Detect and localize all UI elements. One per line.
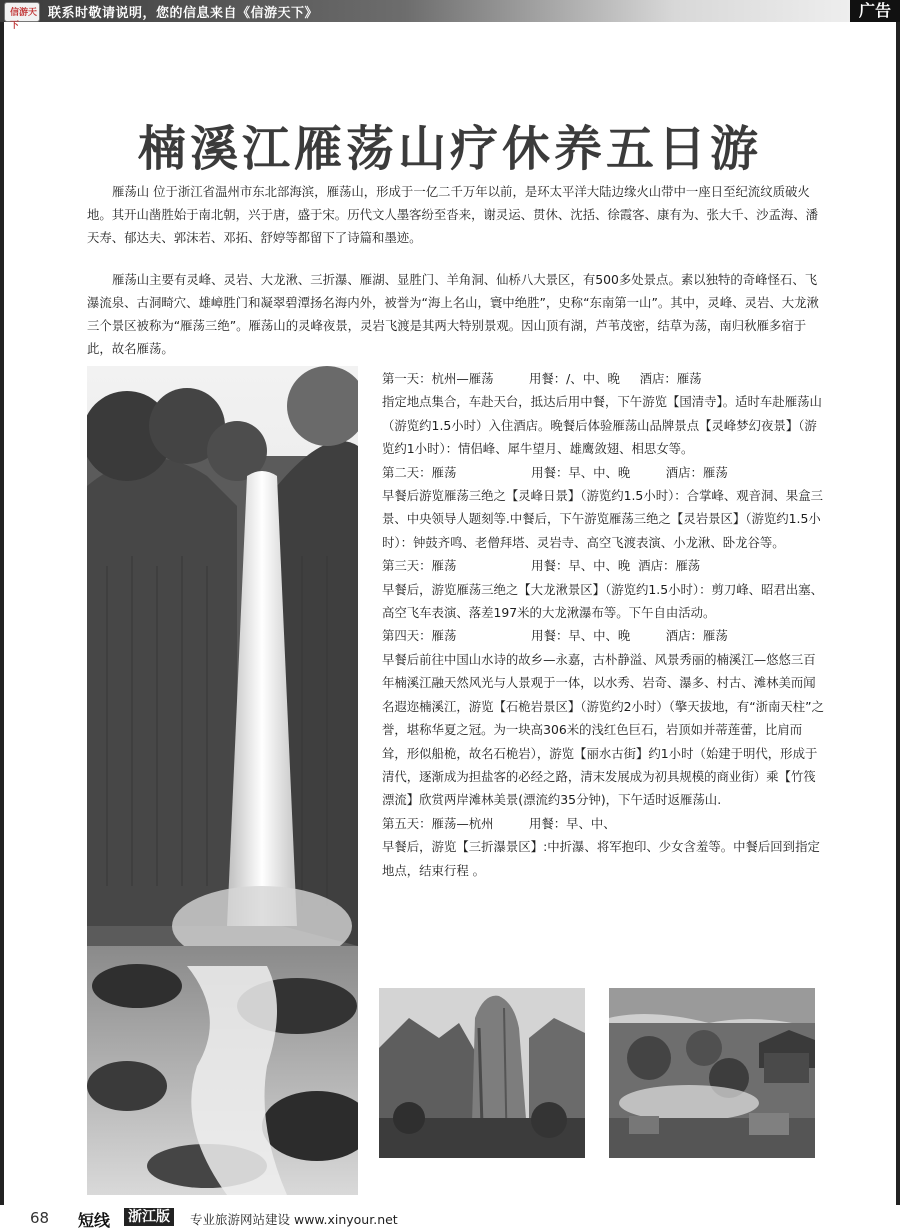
magazine-name: 短线 bbox=[78, 1211, 111, 1230]
intro-paragraph: 雁荡山 位于浙江省温州市东北部海滨，雁荡山，形成于一亿二千万年以前，是环太平洋大陆边缘火山带中一座日至纪流纹质破火地。其开山凿胜始于南北朝，兴于唐，盛于宋。历代文人墨客纷至沓来，谢灵运、贯休、沈括、徐霞客、康有为、张大千、沙孟海、潘天寿、郁达夫、郭沫若、邓拓、舒婷等都留下了诗篇和墨迹。 bbox=[87, 184, 819, 245]
day-1 bbox=[382, 367, 824, 461]
footer-tagline: 专业旅游网站建设 www.xinyour.net bbox=[190, 1212, 398, 1227]
source-notice: 联系时敬请说明，您的信息来自《信游天下》 bbox=[48, 6, 319, 21]
old-town-photo bbox=[609, 988, 815, 1158]
magazine-logo bbox=[4, 2, 40, 31]
day-2 bbox=[382, 461, 824, 555]
advertisement-badge: 广告 bbox=[850, 0, 900, 22]
edition-badge: 浙江版 bbox=[124, 1208, 174, 1226]
day-heading: 第一天：杭州—雁荡 用餐：/、中、晚 酒店：雁荡 bbox=[382, 371, 702, 386]
day-description: 指定地点集合，车赴天台，抵达后用中餐，下午游览【国清寺】。适时车赴雁荡山（游览约1.5小时）入住酒店。晚餐后体验雁荡山品牌景点【灵峰梦幻夜景】（游览约1小时）：情侣峰、犀牛望月、雄鹰敛翅、相思女等。 bbox=[382, 394, 822, 457]
page-border-left bbox=[0, 22, 4, 1205]
page-border-right bbox=[896, 22, 900, 1205]
day-description: 早餐后，游览【三折瀑景区】:中折瀑、将军抱印、少女含羞等。中餐后回到指定地点，结束行程 。 bbox=[382, 839, 820, 878]
day-heading: 第三天：雁荡 用餐：早、中、晚 酒店：雁荡 bbox=[382, 558, 701, 574]
day-4 bbox=[382, 624, 824, 811]
day-heading: 第二天：雁荡 用餐：早、中、晚 酒店：雁荡 bbox=[382, 464, 728, 480]
day-3 bbox=[382, 554, 824, 624]
logo-text: 信游天下 bbox=[10, 8, 38, 31]
day-description: 早餐后游览雁荡三绝之【灵峰日景】（游览约1.5小时）：合掌峰、观音洞、果盒三景、中央领导人题刻等.中餐后，下午游览雁荡三绝之【灵岩景区】（游览约1.5小时）：钟鼓齐鸣、老僧拜塔、灵岩寺、高空飞渡表演、小龙湫、卧龙谷等。 bbox=[382, 488, 823, 550]
page-footer bbox=[0, 1205, 900, 1230]
attractions-paragraph: 雁荡山主要有灵峰、灵岩、大龙湫、三折瀑、雁湖、显胜门、羊角洞、仙桥八大景区，有500多处景点。素以独特的奇峰怪石、飞瀑流泉、古洞畸穴、雄嶂胜门和凝翠碧潭扬名海内外，被誉为“海上名山，寰中绝胜”，史称“东南第一山”。其中，灵峰、灵岩、大龙湫三个景区被称为“雁荡三绝”。雁荡山的灵峰夜景，灵岩飞渡是其两大特别景观。因山顶有湖，芦苇茂密，结草为荡，南归秋雁多宿于此，故名雁荡。 bbox=[87, 272, 819, 356]
waterfall-photo bbox=[87, 366, 358, 1195]
day-description: 早餐后，游览雁荡三绝之【大龙湫景区】（游览约1.5小时）：剪刀峰、昭君出塞、高空飞车表演、落差197米的大龙湫瀑布等。下午自由活动。 bbox=[382, 581, 823, 621]
article-title: 楠溪江雁荡山疗休养五日游 bbox=[137, 121, 762, 177]
page-number: 68 bbox=[30, 1209, 50, 1227]
day-heading: 第四天：雁荡 用餐：早、中、晚 酒店：雁荡 bbox=[382, 628, 728, 644]
day-description: 早餐后前往中国山水诗的故乡—永嘉，古朴静溢、风景秀丽的楠溪江—悠悠三百年楠溪江融天然风光与人景观于一体，以水秀、岩奇、瀑多、村古、滩林美而闻名遐迩楠溪江，游览【石桅岩景区】（游览约2小时）（擎天拔地，有“浙南天柱”之誉，堪称华夏之冠。为一块高306米的浅红色巨石，岩顶如并蒂莲蕾，比肩而耸，形似船桅，故名石桅岩），游览【丽水古街】约1小时（始建于明代，形成于清代，逐渐成为担盐客的必经之路，清末发展成为初具规模的商业街）乘【竹筏漂流】欣赏两岸滩林美景(漂流约35分钟)，下午适时返雁荡山. bbox=[382, 651, 824, 808]
day-5 bbox=[382, 812, 824, 882]
rock-pillar-photo bbox=[379, 988, 585, 1158]
day-heading: 第五天：雁荡—杭州 用餐：早、中、 bbox=[382, 815, 616, 831]
top-banner bbox=[0, 0, 900, 31]
itinerary bbox=[382, 367, 824, 882]
